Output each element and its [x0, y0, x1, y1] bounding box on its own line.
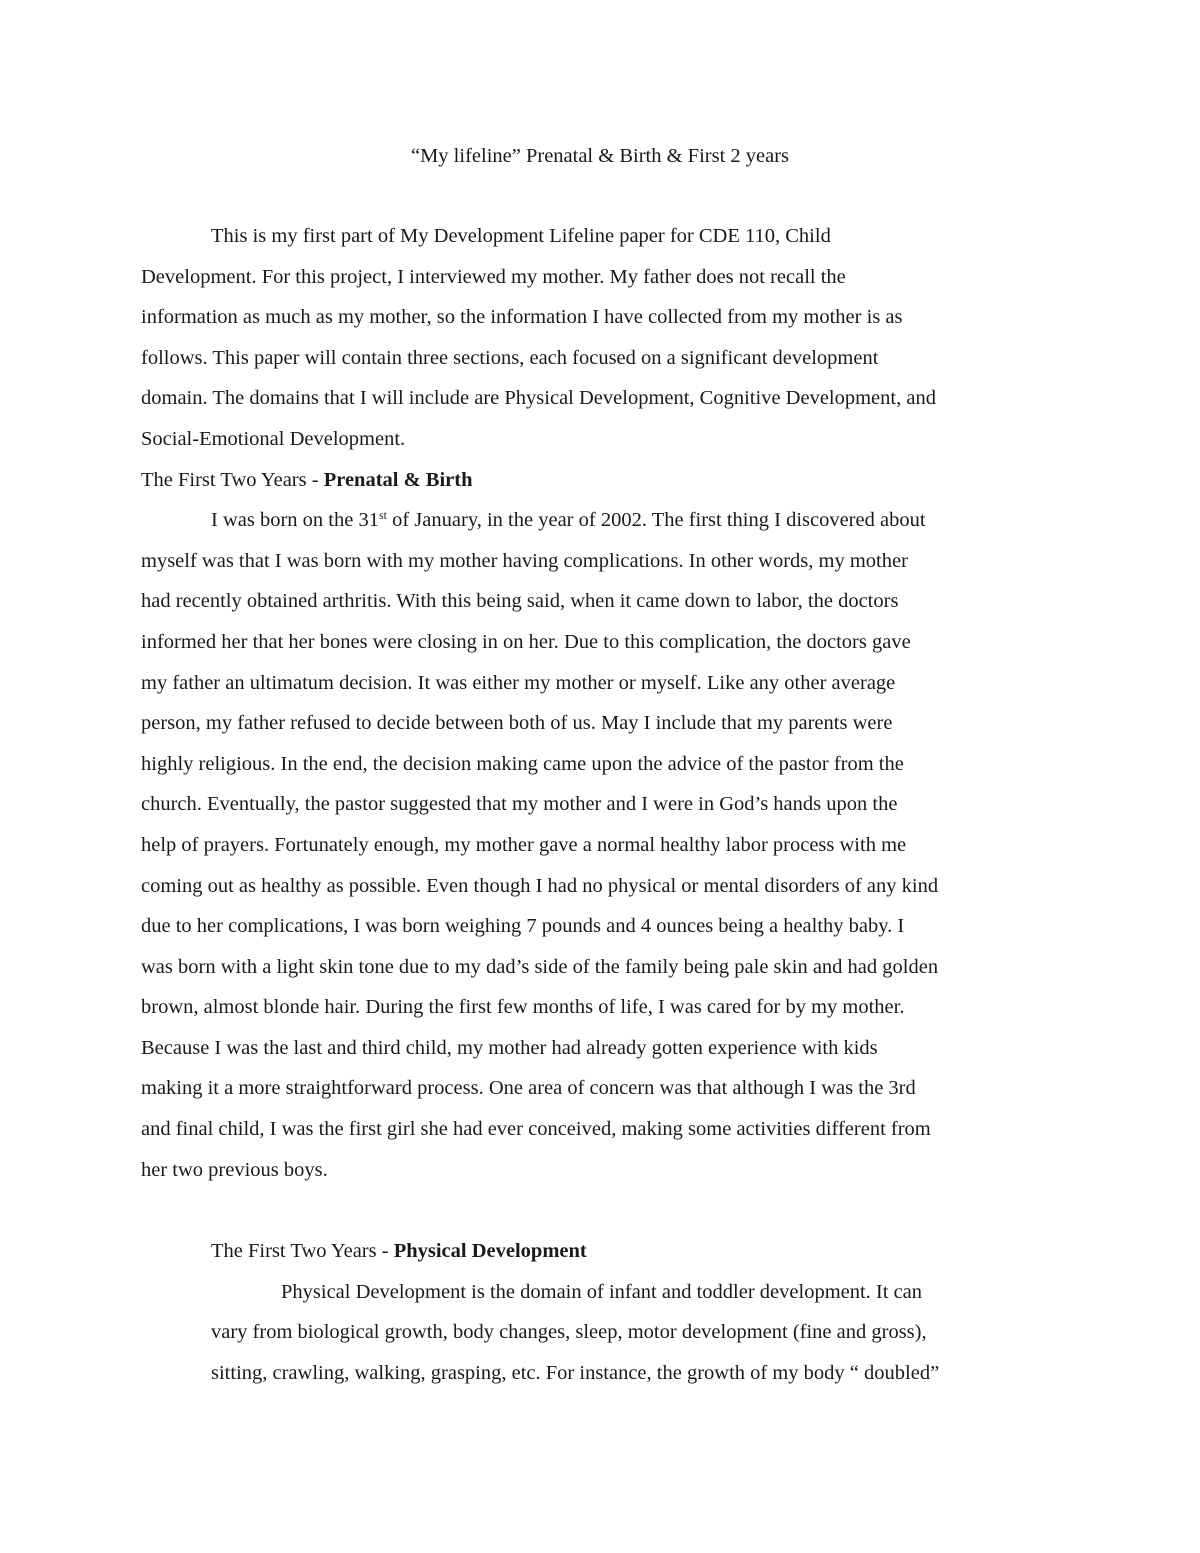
text-line: [141, 505, 1071, 546]
text-line: and final child, I was the first girl she had ever conceived, making some activities different from: [141, 1118, 931, 1141]
text-line: had recently obtained arthritis. With this being said, when it came down to labor, the doctors: [141, 590, 899, 613]
heading-bold: Physical Development: [393, 1240, 587, 1262]
text-line: person, my father refused to decide between both of us. May I include that my parents were: [141, 712, 893, 735]
text-line: church. Eventually, the pastor suggested that my mother and I were in God’s hands upon the: [141, 793, 898, 816]
ordinal-suffix: st: [378, 508, 387, 523]
heading-prefix: The First Two Years -: [211, 1240, 394, 1262]
text-line: vary from biological growth, body changes, sleep, motor development (fine and gross),: [211, 1321, 927, 1344]
section-heading-prenatal: [141, 465, 1071, 506]
section-heading-physical: [141, 1236, 1071, 1277]
text-line: making it a more straightforward process. One area of concern was that although I was the 3rd: [141, 1077, 916, 1100]
birth-date-rest: of January, in the year of 2002. The first thing I discovered about: [386, 509, 926, 532]
text-line: myself was that I was born with my mother having complications. In other words, my mother: [141, 549, 908, 572]
text-line: Development. For this project, I interviewed my mother. My father does not recall the: [141, 265, 846, 288]
text-line: help of prayers. Fortunately enough, my mother gave a normal healthy labor process with me: [141, 833, 907, 856]
text-line: follows. This paper will contain three sections, each focused on a significant development: [141, 346, 879, 369]
text-line: This is my first part of My Development Lifeline paper for CDE 110, Child: [211, 225, 831, 247]
text-line: was born with a light skin tone due to my dad’s side of the family being pale skin and had golden: [141, 955, 939, 978]
document-title: “My lifeline” Prenatal & Birth & First 2 years: [410, 145, 790, 167]
physical-development-section: [141, 1236, 1071, 1398]
text-line: Social-Emotional Development.: [141, 427, 406, 450]
intro-paragraph: [141, 221, 1071, 1195]
text-line: informed her that her bones were closing in on her. Due to this complication, the doctors gave: [141, 630, 911, 653]
text-line: information as much as my mother, so the information I have collected from my mother is as: [141, 306, 903, 329]
text-line: due to her complications, I was born weighing 7 pounds and 4 ounces being a healthy baby. I: [141, 915, 905, 938]
text-line: sitting, crawling, walking, grasping, etc. For instance, the growth of my body “ doubled”: [211, 1361, 940, 1384]
text-line: my father an ultimatum decision. It was either my mother or myself. Like any other average: [141, 671, 896, 694]
birth-date-text: I was born on the 31: [211, 509, 379, 532]
text-line: her two previous boys.: [141, 1158, 328, 1181]
text-line: coming out as healthy as possible. Even though I had no physical or mental disorders of any kind: [141, 874, 939, 897]
text-line: domain. The domains that I will include are Physical Development, Cognitive Development, and: [141, 387, 936, 410]
text-line: highly religious. In the end, the decision making came upon the advice of the pastor from the: [141, 752, 904, 775]
heading-bold: Prenatal & Birth: [323, 468, 473, 491]
heading-prefix: The First Two Years -: [141, 468, 324, 491]
text-line: brown, almost blonde hair. During the first few months of life, I was cared for by my mother.: [141, 996, 905, 1019]
text-line: Physical Development is the domain of infant and toddler development. It can: [281, 1280, 923, 1303]
text-line: Because I was the last and third child, my mother had already gotten experience with kids: [141, 1036, 878, 1059]
